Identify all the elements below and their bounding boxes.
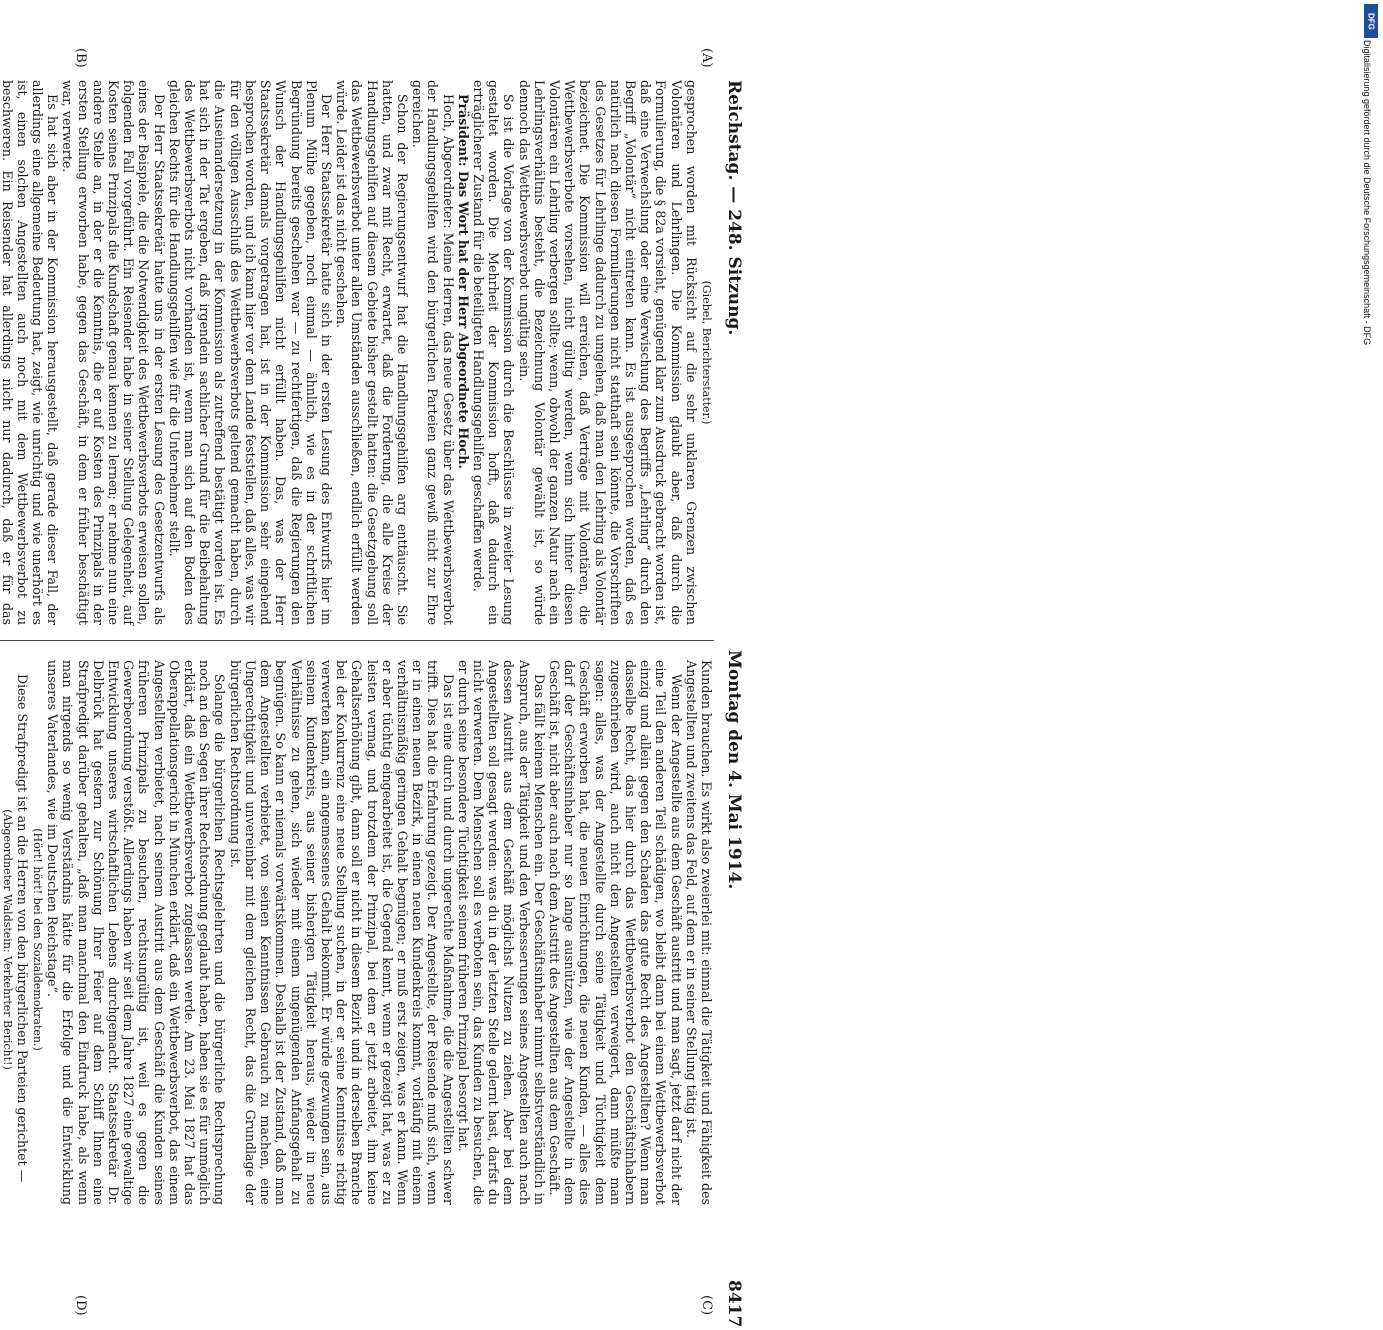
interjection: (Abgeordneter Waldstein: Verkehrter Bericht!): [0, 809, 14, 1070]
paragraph: Kunden brauchen. Es wirkt also zweierlei mit: einmal die Tätigkeit und Fähigkeit des Angestellten und zweitens das Feld, auf dem er in seiner Stellung tätig ist.: [683, 660, 714, 1205]
paragraph: Der Herr Staatssekretär hatte sich in der ersten Lesung des Entwurfs hier im Plenum Mühe gegeben, noch einmal — ähnlich, wie es in der schriftlichen Begründung bereits geschehen war — zu rechtfertigen, daß die Regierungen den Wunsch der Handlungsgehilfen nicht erfüllt haben. Das, was der Herr Staatssekretär damals vorgetragen hat, ist in der Kommission sehr eingehend besprochen worden, und ich kann hier vor dem Lande feststellen, daß alles, was wir für den völligen Ausschluß des Wettbewerbsverbots geltend gemacht haben, durch die Auseinandersetzung in der Kommission als zutreffend bestätigt worden ist. Es hat sich in der Tat ergeben, daß irgendein sachlicher Grund für die Beibehaltung des Wettbewerbsverbots nicht vorhanden ist, wenn man sich auf den Boden des gleichen Rechts für die Handlungsgehilfen wie für die Unternehmer stellt.: [166, 80, 334, 625]
margin-mark-a: (A): [699, 48, 714, 68]
page-number: 8417: [724, 1280, 744, 1328]
right-column: [0, 660, 714, 1205]
paragraph: Schon der Regierungsentwurf hat die Handlungsgehilfen arg enttäuscht. Sie hatten, und zwar mit Recht, erwartet, daß die Forderung, die alle Kreise der Handlungsgehilfen auf diesem Gebiete bisher gestellt hatten: die Gesetzgebung soll das Wettbewerbsverbot unter allen Umständen ausschließen, endlich erfüllt werden würde. Leider ist das nicht geschehen.: [334, 80, 410, 625]
president-line: Präsident: Das Wort hat der Herr Abgeordnete Hoch.: [455, 94, 471, 469]
header-date: Montag den 4. Mai 1914.: [724, 650, 744, 890]
paragraph: Solange die bürgerlichen Rechtsgelehrten und die bürgerliche Rechtsprechung noch an den Segen ihrer Rechtsordnung geglaubt haben, haben sie es für unmöglich erklärt, daß ein Wettbewerbsverbot zugelassen werde. Am 23. Mai 1827 hat das Oberappellationsgericht in München erklärt, daß ein Wettbewerbsverbot, das einem Angestellten verbietet, nach seinem Austritt aus dem Geschäft die Kunden seines früheren Prinzipals zu besuchen, rechtsungültig ist, weil es gegen die Gewerbeordnung verstößt. Allerdings haben wir seit dem Jahre 1827 eine gewaltige Entwicklung unseres wirtschaftlichen Lebens durchgemacht. Staatssekretär Dr. Delbrück hat gestern zur Schönung Ihrer Feier auf dem Schiff Ihnen eine Strafpredigt darüber gehalten, „daß man manchmal den Eindruck habe, als wenn man nirgends so wenig Verständnis hätte für die Erfolge und die Entwicklung unseres Vaterlandes, wie im Deutschen Reichstage“.: [45, 660, 228, 1205]
paragraph: gesprochen worden mit Rücksicht auf die sehr unklaren Grenzen zwischen Volontären und Lehrlingen. Die Kommission glaubt aber, daß durch die Formulierung, die § 82a vorsieht, genügend klar zum Ausdruck gebracht worden ist, daß eine Verwechslung oder eine Verwischung des Begriffs „Lehrling“ durch den Begriff „Volontär“ nicht eintreten kann. Es ist ausgesprochen worden, daß es natürlich nach diesen Formulierungen nicht statthaft sein könnte, die Vorschriften des Gesetzes für Lehrlinge dadurch zu umgehen, daß man den Lehrling als Volontär bezeichnet. Die Kommission will erreichen, daß Verträge mit Volontären, die Wettbewerbsverbote vorsehen, nicht gültig werden, wenn sich hinter diesen Volontären ein Lehrling verbergen sollte; wenn, obwohl der ganzen Natur nach ein Lehrlingsverhältnis besteht, die Bezeichnung Volontär gewählt ist, so würde dennoch das Wettbewerbsverbot ungültig sein.: [516, 80, 699, 625]
paragraph: Das fällt keinem Menschen ein. Der Geschäftsinhaber nimmt selbstverständlich in Anspruch, aus der Tätigkeit und den Verbesserungen seines Angestellten auch nach dessen Austritt aus dem Geschäft möglichst Nutzen zu ziehen. Aber bei dem Angestellten soll gesagt werden: was du in der letzten Stelle gelernt hast, darfst du nicht verwerten. Dem Menschen soll es verboten sein, das Kunden zu besuchen, die er durch seine besondere Tüchtigkeit seinem früheren Prinzipal besorgt hat.: [455, 660, 547, 1205]
margin-mark-c: (C): [699, 1295, 714, 1316]
paragraph: Der Herr Staatssekretär hatte uns in der ersten Lesung des Gesetzentwurfs als eines der Beispiele, die die Notwendigkeit des Wettbewerbsverbots erweisen sollen, folgenden Fall vorgeführt. Ein Reisender habe in seiner Stellung Gelegenheit, auf Kosten seines Prinzipals die Kundschaft genau kennen zu lernen; er nehme nun eine andere Stelle an, in der er die Kenntnis, die er auf Kosten des Prinzipals in der ersten Stellung erworben habe, gegen das Geschäft, in dem er früher beschäftigt war, verwerte.: [60, 80, 167, 625]
rotated-page-body: [0, 40, 748, 1328]
column-divider: [0, 640, 714, 641]
dfg-logo-text: DFG: [1366, 12, 1376, 30]
paragraph: Hoch, Abgeordneter: Meine Herren, das neue Gesetz über das Wettbewerbsverbot der Handlungsgehilfen wird den bürgerlichen Parteien ganz gewiß nicht zur Ehre gereichen.: [410, 80, 456, 625]
interjection: (Hört! hört! bei den Sozialdemokraten.): [31, 828, 45, 1051]
header-title: Reichstag. — 248. Sitzung.: [724, 80, 744, 336]
left-column: [0, 80, 714, 625]
paragraph: Wenn der Angestellte aus dem Geschäft austritt und man sagt, jetzt darf nicht der eine Teil den anderen Teil schädigen, wo bleibt dann bei einem Wettbewerbsverbot einzig und allein gegen den Schaden das gute Recht des Angestellten? Wenn man dasselbe Recht, das hier durch das Wettbewerbsverbot den Geschäftsinhabern zugeschrieben wird, auch nicht den Angestellten verweigert, dann müßte man sagen: alles, was der Angestellte durch seine Tätigkeit und Tüchtigkeit dem Geschäft erworben hat, die neuen Einrichtungen, die neuen Kunden, — alles dies darf der Geschäftsinhaber nur so lange ausnützen, wie der Angestellte in dem Geschäft ist, nicht aber auch nach dem Austritt des Angestellten aus dem Geschäft.: [546, 660, 684, 1205]
margin-mark-b: (B): [73, 48, 88, 68]
paragraph: Das ist eine durch und durch ungerechte Maßnahme, die die Angestellten schwer trifft. Dies hat die Erfahrung gezeigt. Der Angestellte, der Reisende muß sich, wenn er in einen neuen Bezirk, in einen neuen Kundenkreis kommt, vorläufig mit einem verhältnismäßig geringen Gehalt begnügen; er muß erst zeigen, was er kann. Wenn er aber tüchtig eingearbeitet ist, die Gegend kennt, wenn er gezeigt hat, was er zu leisten vermag, und trotzdem der Prinzipal, bei dem er jetzt arbeitet, ihm keine Gehaltserhöhung gibt, dann soll er nicht in diesem Bezirk und in derselben Branche bei der Konkurrenz eine neue Stellung suchen, in der er seine Kenntnisse richtig verwerten kann, ein angemessenes Gehalt bekommt. Er würde gezwungen sein, aus seinem Kundenkreis, aus seiner bisherigen Tätigkeit heraus, wieder in neue Verhältnisse zu gehen, sich wieder mit einem ungenügenden Anfangsgehalt zu begnügen. So kann er niemals vorwärtskommen. Deshalb ist der Zustand, daß man dem Angestellten verbietet, von seinen Kenntnissen Gebrauch zu machen, eine Ungerechtigkeit und unvereinbar mit dem gleichen Recht, das die Grundlage der bürgerlichen Rechtsordnung ist.: [227, 660, 456, 1205]
paragraph: Diese Strafpredigt ist an die Herren von den bürgerlichen Parteien gerichtet —: [14, 674, 30, 1183]
page-header: [720, 40, 748, 1330]
digitization-note: Digitalisierung gefördert durch die Deutsche Forschungsgemeinschaft - DFG: [1362, 40, 1372, 346]
dfg-logo: [1364, 4, 1378, 38]
speaker-reference: (Giebel, Berichterstatter.): [700, 280, 713, 425]
margin-mark-d: (D): [73, 1295, 88, 1316]
paragraph: So ist die Vorlage von der Kommission durch die Beschlüsse in zweiter Lesung gestaltet worden. Die Mehrheit der Kommission hofft, daß dadurch ein erträglicherer Zustand für die beteiligten Handlungsgehilfen geschaffen werde.: [470, 80, 517, 625]
paragraph: Es hat sich aber in der Kommission herausgestellt, daß gerade dieser Fall, der allerdings eine allgemeine Bedeutung hat, zeigt, wie unrichtig und wie unerhört es ist, einen solchen Angestellten auch noch mit dem Wettbewerbsverbot zu beschweren. Ein Reisender hat allerdings nicht nur dadurch, daß er für das: [0, 80, 61, 625]
